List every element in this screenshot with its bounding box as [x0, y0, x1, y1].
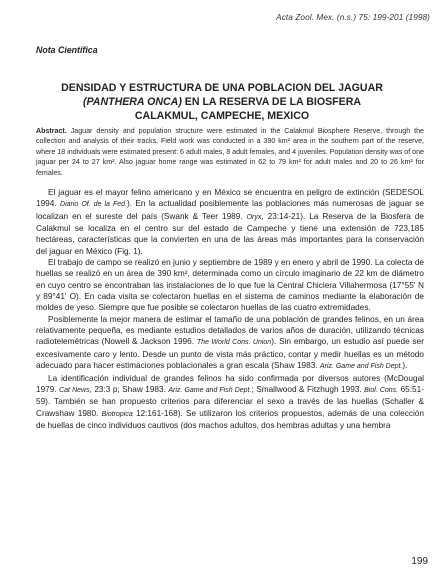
paragraph-4-text-b: , 23:3 p; Shaw 1983.: [89, 384, 169, 394]
paragraph-3-text-c: ).: [402, 361, 408, 371]
page-number: 199: [411, 556, 428, 567]
paragraph-2-text: El trabajo de campo se realizó en junio y septiembre de 1989 y en enero y abril de 1990. La colecta de huellas se realizó en un área de 390 km², determinada como un círculo imaginario de 22 km de diámetro en cuyo centro se encontraban las instalaciones de lo que fue la Central Chiclera Villahermosa (17°55' N y 89°41' O). En cada visita se colectaron huellas en el sistema de caminos mediante la elaboración de moldes de yeso. Siempre que fue posible se colectaron huellas de las cuatro extremidades.: [36, 258, 424, 313]
title-line-1: DENSIDAD Y ESTRUCTURA DE UNA POBLACION DEL JAGUAR: [61, 82, 383, 94]
section-label: Nota Científica: [36, 45, 98, 55]
paragraph-3-text-b: ). Sin embargo, un estudio así puede ser excesivamente caro y lento. Desde un punto de vista más práctico, contar y medir huellas es un método adecuado para hacer estimaciones poblacionales a gran escala (Shaw 1983.: [36, 337, 424, 371]
abstract: [36, 126, 424, 178]
abstract-label: Abstract.: [36, 127, 67, 135]
article-title: [30, 81, 414, 123]
paragraph-1-text-b: ). En la actualidad posiblemente las poblaciones más numerosas de jaguar se localizan en el sureste del país (Swank & Teer 1989.: [36, 199, 425, 221]
paragraph-4-text-d: 65:51-59). También se han propuesto criterios para diferenciar el sexo a través de las huellas (Schaller & Crawshaw 1980.: [36, 384, 424, 418]
abstract-text: Jaguar density and population structure were estimated in the Calakmul Biosphere Reserve, through the collection and analysis of their tracks. Field work was conducted in a 390 km² area in the southern part of the reserve, where 18 individuals were estimated present: 6 adult males, 8 adult females, and 4 juveniles. Population density was of one jaguar per 24 to 27 km². Also jaguar home range was estimated in 62 to 79 km² for adult males and 20 to 26 km² for females.: [36, 127, 424, 177]
paragraph-1: [36, 187, 424, 257]
paragraph-4-citation-a: Cat News: [59, 386, 90, 394]
paragraph-1-citation-a: Diario Of. de la Fed.: [60, 201, 127, 209]
paragraph-3-citation-b: Ariz. Game and Fish Dept.: [319, 363, 403, 371]
paragraph-4-text-c: ; Smallwood & Fitzhugh 1993.: [251, 384, 365, 394]
running-head: Acta Zool. Mex. (n.s.) 75: 199-201 (1998): [276, 13, 430, 22]
title-line-2-rest: EN LA RESERVA DE LA BIOSFERA: [181, 96, 361, 108]
title-line-2: [30, 95, 414, 109]
paragraph-3-text-a: Posiblemente la mejor manera de estimar el tamaño de una población de grandes felinos, en un área relativamente pequeña, es mediante estudios detallados de varios años de duración, utilizando técnicas radiotelemétricas (Nowell & Jackson 1996.: [36, 314, 424, 347]
paragraph-1-text-c: , 23:14-21). La Reserva de la Biosfera de Calakmul se localiza en el centro sur del estado de Campeche y tiene una extensión de 723,185 hectáreas, características que la convierten en una de las áreas más importantes para la conservación del jaguar en México (Fig. 1).: [36, 211, 424, 256]
paragraph-4-text-e: 12:161-168). Se utilizaron los criterios propuestos, además de una colección de huellas de cinco individuos cautivos (dos machos adultos, dos hembras adultas y una hembra: [36, 408, 424, 430]
paragraph-1-citation-b: Oryx: [246, 213, 262, 221]
paragraph-4-citation-d: Biotropica: [101, 410, 133, 418]
paragraph-4-text-a: La identificación individual de grandes felinos ha sido confirmada por diversos autores (McDougal 1979.: [36, 373, 424, 394]
paragraph-1-text-a: El jaguar es el mayor felino americano y en México se encuentra en peligro de extinción (SEDESOL 1994.: [36, 188, 424, 209]
body-text: [36, 187, 424, 431]
paragraph-3: [36, 314, 424, 373]
title-line-3: CALAKMUL, CAMPECHE, MEXICO: [134, 110, 310, 122]
paragraph-2: [36, 257, 424, 314]
title-species-name: (PANTHERA ONCA): [82, 96, 182, 108]
paragraph-3-citation-a: The World Cons. Union: [196, 339, 272, 347]
paragraph-4: [36, 373, 424, 432]
paragraph-4-citation-b: Ariz. Game and Fish Dept.: [168, 386, 252, 394]
paragraph-4-citation-c: Biol. Cons.: [364, 386, 399, 394]
